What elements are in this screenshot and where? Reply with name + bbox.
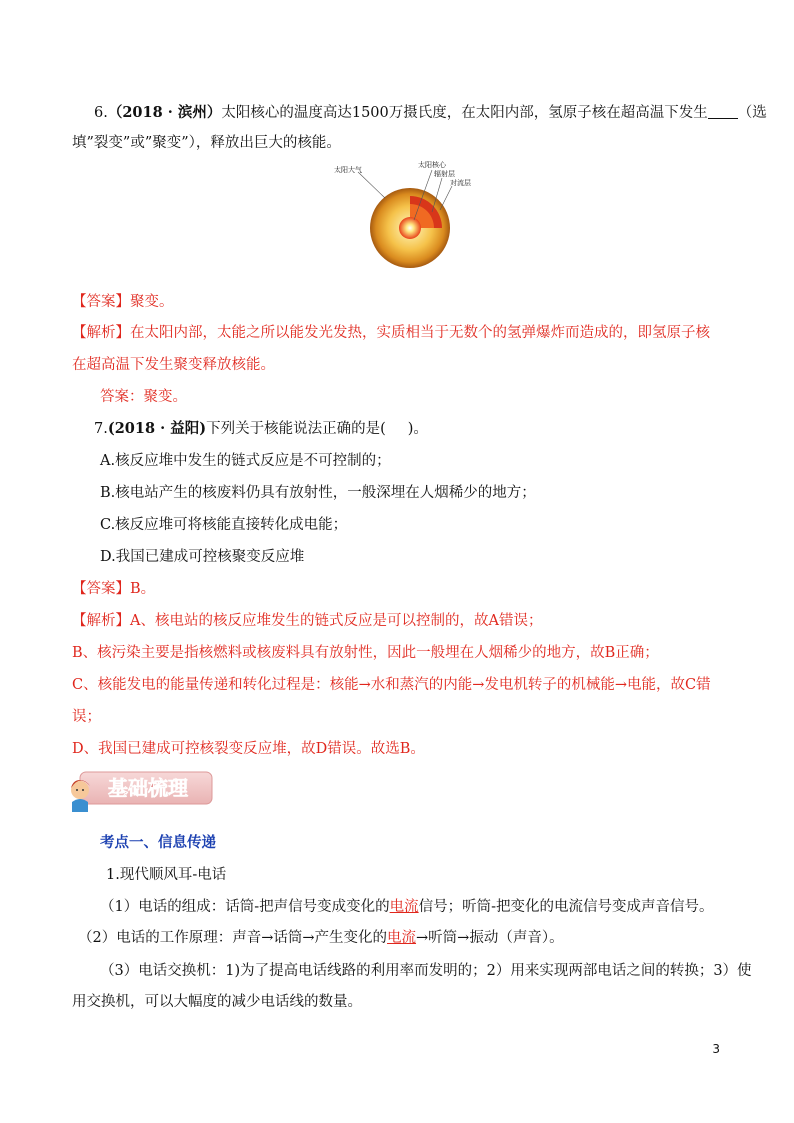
p1-underlined-term: 电流	[389, 899, 419, 915]
label-core: 太阳核心	[418, 161, 446, 169]
label-convection: 对流层	[450, 179, 471, 187]
q6-stem-part3: （选	[737, 105, 767, 121]
section-heading: 考点一、信息传递	[100, 834, 216, 851]
q7-analysis-c2: 误；	[72, 709, 101, 725]
q6-analysis-line2: 在超高温下发生聚变释放核能。	[72, 357, 275, 373]
q7-analysis-a: 【解析】A、核电站的核反应堆发生的链式反应是可以控制的，故A错误；	[72, 613, 543, 629]
banner-text: 基础梳理	[108, 776, 188, 800]
q7-option-a: A.核反应堆中发生的链式反应是不可控制的；	[100, 453, 391, 469]
q7-analysis-d: D、我国已建成可控核裂变反应堆，故D错误。故选B。	[72, 741, 425, 757]
section-p3-line2: 用交换机，可以大幅度的减少电话线的数量。	[72, 994, 362, 1010]
section-p2: （2）电话的工作原理：声音→话筒→产生变化的电流→听筒→振动（声音）。	[78, 930, 564, 946]
q6-stem-line1	[94, 103, 767, 123]
q7-stem	[94, 419, 428, 439]
section-p3-line1: （3）电话交换机：1)为了提高电话线路的利用率而发明的；2）用来实现两部电话之间的转换；3）使	[100, 963, 752, 979]
q7-option-c: C.核反应堆可将核能直接转化成电能；	[100, 517, 348, 533]
q6-source: （2018 · 滨州）	[107, 104, 222, 121]
q7-option-b: B.核电站产生的核废料仍具有放射性，一般深埋在人烟稀少的地方；	[100, 485, 536, 501]
section-sub1: 1.现代顺风耳-电话	[106, 867, 227, 883]
q6-answer-repeat: 答案：聚变。	[100, 389, 187, 405]
q6-temperature: 1500	[351, 105, 389, 121]
p2-underlined-term: 电流	[387, 930, 417, 946]
q7-stem-end: )。	[407, 421, 428, 437]
q7-source: (2018 · 益阳)	[107, 420, 207, 437]
section-p1: （1）电话的组成：话筒-把声信号变成变化的电流信号；听筒-把变化的电流信号变成声音信号。	[100, 899, 714, 915]
q6-answer-blank	[708, 104, 738, 119]
q7-stem-text: 下列关于核能说法正确的是(	[206, 421, 386, 437]
q7-option-d: D.我国已建成可控核聚变反应堆	[100, 549, 305, 565]
q6-number: 6.	[94, 105, 108, 121]
q6-answer: 【答案】聚变。	[72, 294, 174, 310]
sun-structure-figure	[330, 160, 490, 270]
label-atmosphere: 太阳大气	[334, 166, 362, 174]
q7-analysis-c1: C、核能发电的能量传递和转化过程是：核能→水和蒸汽的内能→发电机转子的机械能→电能，故C错	[72, 677, 711, 693]
q7-analysis-b: B、核污染主要是指核燃料或核废料具有放射性，因此一般埋在人烟稀少的地方，故B正确；	[72, 645, 659, 661]
section-banner	[66, 764, 216, 816]
label-radiation: 辐射层	[434, 170, 455, 178]
q6-stem-line2: 填”裂变”或”聚变”），释放出巨大的核能。	[72, 135, 341, 151]
sun-core	[399, 217, 421, 239]
page-number: 3	[712, 1042, 720, 1056]
q7-number: 7.	[94, 421, 108, 437]
q6-analysis-line1: 【解析】在太阳内部，太能之所以能发光发热，实质相当于无数个的氢弹爆炸而造成的，即氢原子核	[72, 325, 710, 341]
q6-stem-part1: 太阳核心的温度高达	[221, 105, 352, 121]
q6-stem-part2: 万摄氏度，在太阳内部，氢原子核在超高温下发生	[388, 105, 708, 121]
q7-answer: 【答案】B。	[72, 581, 156, 597]
